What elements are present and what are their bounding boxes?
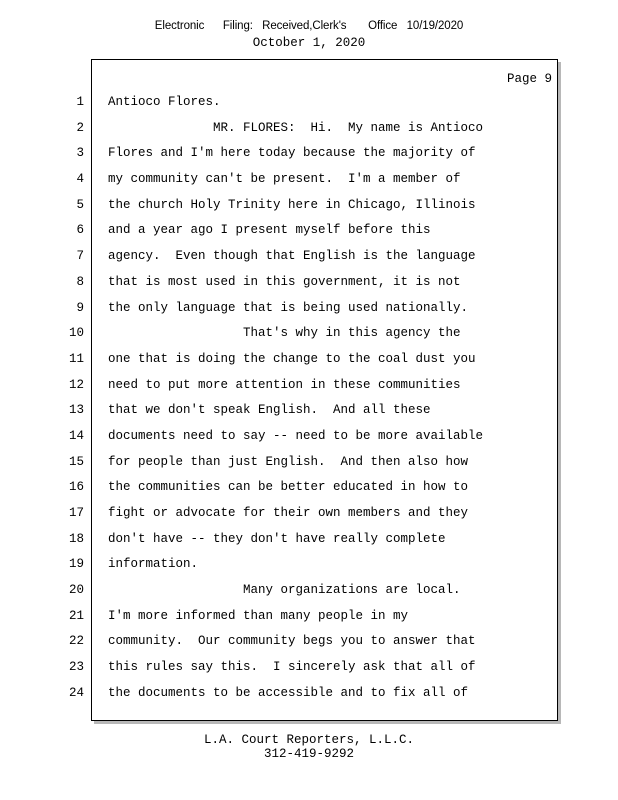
line-number: 4	[76, 172, 84, 187]
transcript-line	[0, 116, 618, 142]
transcript-line	[0, 424, 618, 450]
line-number: 11	[68, 351, 84, 366]
line-text: MR. FLORES: Hi. My name is Antioco	[108, 120, 484, 135]
transcript-line	[0, 501, 618, 527]
transcript-line	[0, 604, 618, 630]
line-text: need to put more attention in these communities	[108, 377, 461, 392]
transcript-line	[0, 450, 618, 476]
reporter-phone: 312-419-9292	[263, 747, 354, 761]
transcript-line	[0, 270, 618, 296]
line-text: and a year ago I present myself before this	[108, 223, 431, 238]
line-text: Flores and I'm here today because the majority of	[108, 146, 476, 161]
line-number: 5	[76, 197, 84, 212]
line-number: 20	[68, 583, 84, 598]
line-number: 9	[76, 300, 84, 315]
line-text: community. Our community begs you to answer that	[108, 634, 476, 649]
transcript-line	[0, 296, 618, 322]
line-text: the documents to be accessible and to fix all of	[108, 685, 469, 700]
transcript-line	[0, 475, 618, 501]
line-number: 6	[76, 223, 84, 238]
transcript-line	[0, 527, 618, 553]
line-text: Antioco Flores.	[108, 95, 221, 109]
transcript-line	[0, 347, 618, 373]
filing-stamp: Electronic Filing: Received,Clerk's Office 10/19/2020	[154, 20, 464, 32]
line-text: that we don't speak English. And all these	[108, 403, 431, 418]
line-text: that is most used in this government, it is not	[108, 274, 461, 289]
transcript-line	[0, 578, 618, 604]
line-number: 23	[68, 660, 84, 675]
line-text: That's why in this agency the	[108, 326, 461, 341]
line-number: 1	[76, 95, 84, 109]
line-number: 2	[76, 120, 84, 135]
line-text: documents need to say -- need to be more available	[108, 428, 484, 443]
line-text: the church Holy Trinity here in Chicago, Illinois	[108, 197, 476, 212]
transcript-line	[0, 193, 618, 219]
line-text: my community can't be present. I'm a member of	[108, 172, 461, 187]
line-number: 15	[68, 454, 84, 469]
hearing-date: October 1, 2020	[252, 36, 366, 50]
page-number: Page 9	[506, 72, 552, 86]
transcript-line	[0, 373, 618, 399]
line-number: 24	[68, 685, 84, 700]
line-text: this rules say this. I sincerely ask that all of	[108, 660, 476, 675]
line-text: one that is doing the change to the coal dust you	[108, 351, 476, 366]
line-text: the only language that is being used nationally.	[108, 300, 469, 315]
line-text: don't have -- they don't have really complete	[108, 531, 446, 546]
line-number: 14	[68, 428, 84, 443]
transcript-line	[0, 552, 618, 578]
line-number: 12	[68, 377, 84, 392]
line-number: 3	[76, 146, 84, 161]
line-text: agency. Even though that English is the language	[108, 249, 476, 264]
transcript-line	[0, 244, 618, 270]
line-number: 18	[68, 531, 84, 546]
line-number: 10	[68, 326, 84, 341]
transcript-line	[0, 398, 618, 424]
line-number: 19	[68, 557, 84, 572]
line-text: I'm more informed than many people in my	[108, 608, 409, 623]
line-text: Many organizations are local.	[108, 583, 461, 598]
transcript-line	[0, 681, 618, 707]
line-number: 22	[68, 634, 84, 649]
line-number: 7	[76, 249, 84, 264]
line-text: the communities can be better educated in how to	[108, 480, 469, 495]
transcript-line	[0, 218, 618, 244]
line-number: 16	[68, 480, 84, 495]
line-number: 21	[68, 608, 84, 623]
transcript-line	[0, 655, 618, 681]
reporter-company: L.A. Court Reporters, L.L.C.	[203, 733, 415, 747]
line-text: information.	[108, 557, 199, 572]
line-text: for people than just English. And then also how	[108, 454, 469, 469]
line-number: 8	[76, 274, 84, 289]
transcript-line	[0, 90, 618, 116]
line-number: 13	[68, 403, 84, 418]
transcript-body	[0, 90, 618, 707]
transcript-line	[0, 141, 618, 167]
line-text: fight or advocate for their own members and they	[108, 506, 469, 520]
line-number: 17	[68, 506, 84, 520]
transcript-line	[0, 629, 618, 655]
transcript-line	[0, 321, 618, 347]
reporter-footer	[0, 733, 618, 761]
transcript-line	[0, 167, 618, 193]
